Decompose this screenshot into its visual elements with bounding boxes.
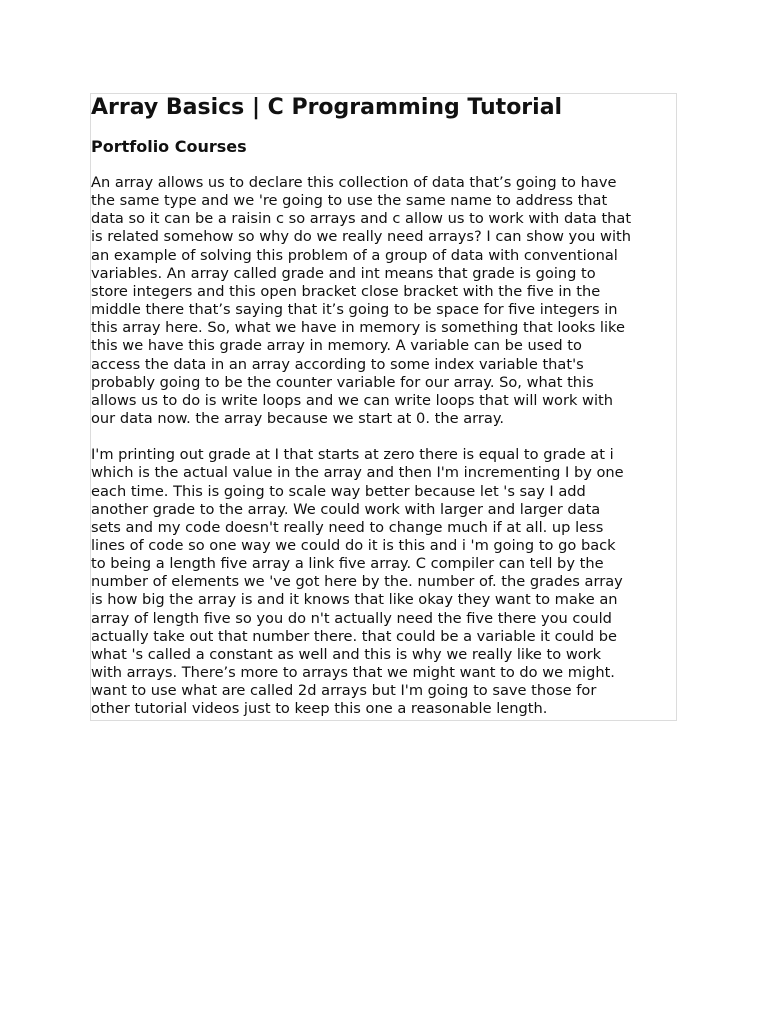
- document-author: Portfolio Courses: [91, 137, 247, 156]
- document-title: Array Basics | C Programming Tutorial: [91, 95, 563, 120]
- paragraph-line: lines of code so one way we could do it is this and i 'm going to go back: [91, 536, 616, 554]
- paragraph-line: an example of solving this problem of a group of data with conventional: [91, 246, 618, 264]
- paragraph-line: is how big the array is and it knows that like okay they want to make an: [91, 591, 618, 609]
- paragraph-line: actually take out that number there. that could be a variable it could be: [91, 627, 618, 645]
- paragraph-line: access the data in an array according to some index variable that's: [91, 355, 584, 373]
- paragraph-line: want to use what are called 2d arrays but I'm going to save those for: [91, 682, 597, 700]
- paragraph-line: An array allows us to declare this collection of data that’s going to have: [91, 174, 617, 191]
- document-page: [90, 93, 677, 721]
- paragraph-line: data so it can be a raisin c so arrays and c allow us to work with data that: [91, 210, 632, 228]
- paragraph-line: our data now. the array because we start at 0. the array.: [91, 410, 505, 428]
- paragraph-line: with arrays. There’s more to arrays that we might want to do we might.: [91, 664, 615, 682]
- paragraph-1: [91, 174, 675, 428]
- paragraph-line: variables. An array called grade and int means that grade is going to: [91, 264, 596, 282]
- paragraph-line: this we have this grade array in memory. A variable can be used to: [91, 337, 582, 355]
- paragraph-line: what 's called a constant as well and this is why we really like to work: [91, 645, 602, 663]
- paragraph-line: allows us to do is write loops and we can write loops that will work with: [91, 391, 613, 409]
- paragraph-line: other tutorial videos just to keep this one a reasonable length.: [91, 700, 548, 718]
- paragraph-line: is related somehow so why do we really need arrays? I can show you with: [91, 228, 631, 246]
- paragraph-line: number of elements we 've got here by the. number of. the grades array: [91, 573, 623, 591]
- paragraph-2: [91, 446, 675, 718]
- paragraph-line: each time. This is going to scale way better because let 's say I add: [91, 482, 586, 500]
- paragraph-line: the same type and we 're going to use the same name to address that: [91, 192, 608, 210]
- paragraph-line: store integers and this open bracket close bracket with the five in the: [91, 282, 601, 300]
- paragraph-line: which is the actual value in the array and then I'm incrementing I by one: [91, 464, 624, 482]
- paragraph-line: to being a length five array a link five array. C compiler can tell by the: [91, 555, 604, 573]
- paragraph-line: middle there that’s saying that it’s going to be space for five integers in: [91, 301, 618, 319]
- paragraph-line: sets and my code doesn't really need to change much if at all. up less: [91, 518, 604, 536]
- paragraph-line: this array here. So, what we have in memory is something that looks like: [91, 319, 625, 337]
- paragraph-line: I'm printing out grade at I that starts at zero there is equal to grade at i: [91, 446, 614, 464]
- paragraph-line: probably going to be the counter variable for our array. So, what this: [91, 373, 594, 391]
- paragraph-line: array of length five so you do n't actually need the five there you could: [91, 609, 612, 627]
- paragraph-line: another grade to the array. We could work with larger and larger data: [91, 500, 601, 518]
